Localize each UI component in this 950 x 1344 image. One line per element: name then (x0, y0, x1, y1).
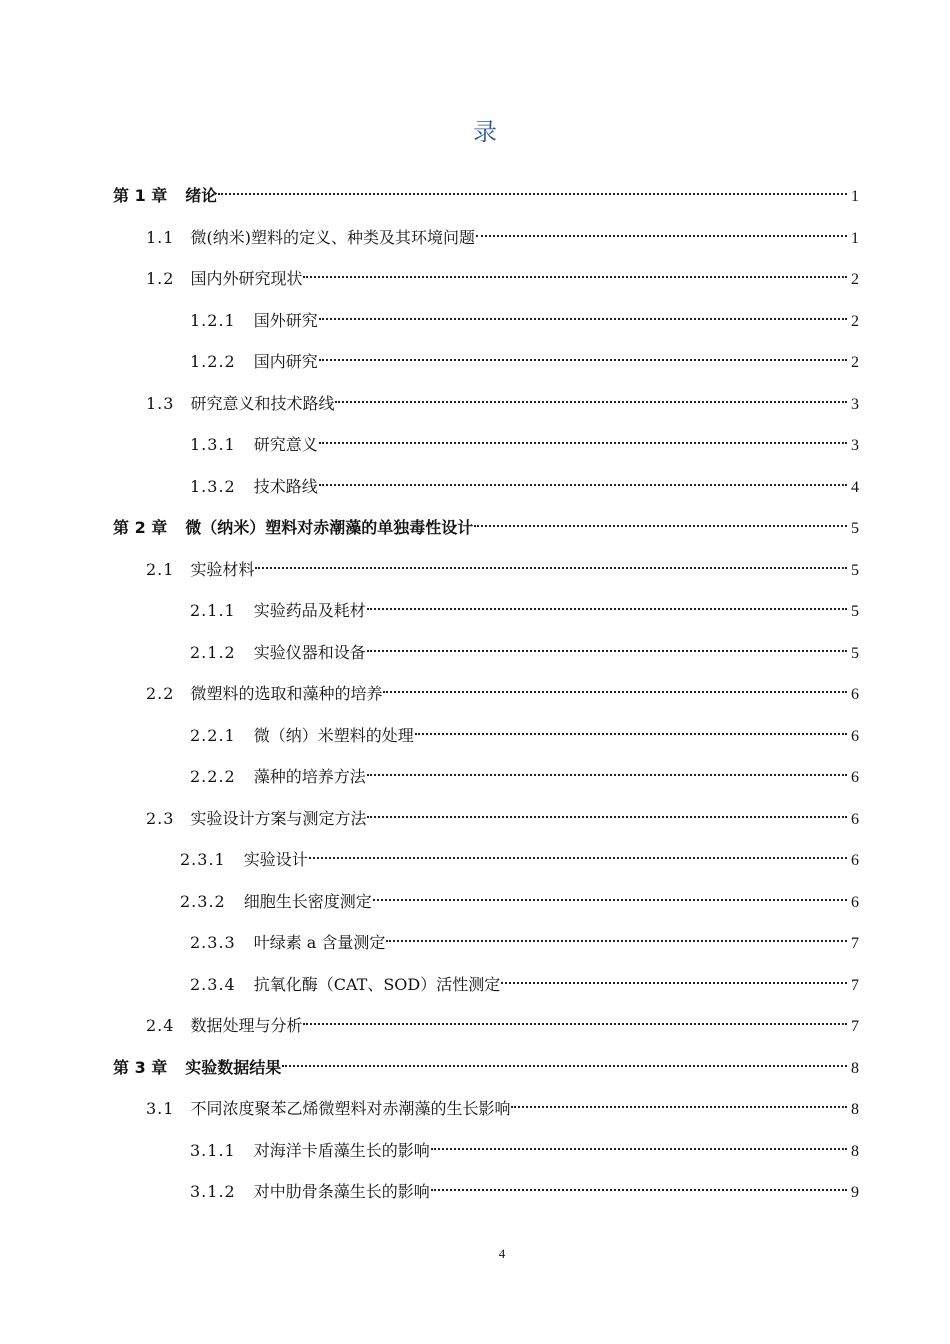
toc-entry[interactable] (113, 515, 859, 541)
toc-entry[interactable] (180, 889, 859, 915)
toc-entry-number: 2.2.1 (190, 726, 236, 745)
toc-entry-title: 绪论 (185, 186, 218, 205)
toc-entry-title: 对海洋卡盾藻生长的影响 (253, 1141, 430, 1160)
toc-entry-title: 研究意义 (253, 435, 318, 454)
toc-entry-page: 1 (851, 188, 859, 205)
toc-entry-title: 研究意义和技术路线 (190, 394, 335, 413)
page-number: 4 (498, 1246, 506, 1261)
toc-entry-number: 2.1 (146, 560, 175, 579)
toc-entry[interactable] (146, 1013, 859, 1039)
toc-entry[interactable] (146, 806, 859, 832)
toc-entry[interactable] (146, 557, 859, 583)
dot-leader (282, 1065, 847, 1067)
dot-leader (415, 733, 847, 735)
toc-entry-title: 微（纳米）塑料对赤潮藻的单独毒性设计 (185, 518, 474, 537)
toc-entry-number: 2.2.2 (190, 767, 236, 786)
toc-entry-title: 国内外研究现状 (190, 269, 303, 288)
toc-entry-title: 微塑料的选取和藻种的培养 (190, 684, 383, 703)
toc-entry[interactable] (190, 723, 859, 749)
dot-leader (319, 318, 847, 320)
toc-entry-title: 国内研究 (253, 352, 318, 371)
toc-entry-page: 3 (851, 437, 859, 454)
dot-leader (255, 567, 847, 569)
toc-entry-number: 2.2 (146, 684, 175, 703)
toc-entry-title: 叶绿素 a 含量测定 (253, 933, 386, 952)
toc-entry-page: 5 (851, 562, 859, 579)
toc-entry-page: 1 (851, 230, 859, 247)
toc-entry[interactable] (190, 1179, 859, 1205)
toc-entry-title: 数据处理与分析 (190, 1016, 303, 1035)
dot-leader (431, 1189, 847, 1191)
toc-entry-number: 1.2.1 (190, 311, 236, 330)
toc-entry[interactable] (180, 847, 859, 873)
toc-entry-page: 2 (851, 313, 859, 330)
toc-entry-page: 7 (851, 1018, 859, 1035)
toc-entry-page: 9 (851, 1184, 859, 1201)
toc-entry-number: 3.1.1 (190, 1141, 236, 1160)
toc-entry-number: 2.3.3 (190, 933, 236, 952)
toc-entry-number: 2.3 (146, 809, 175, 828)
toc-entry[interactable] (146, 1096, 859, 1122)
toc-entry-page: 7 (851, 935, 859, 952)
toc-entry-title: 对中肋骨条藻生长的影响 (253, 1182, 430, 1201)
dot-leader (303, 1023, 847, 1025)
toc-entry-title: 抗氧化酶（CAT、SOD）活性测定 (253, 975, 501, 994)
toc-entry-title: 技术路线 (253, 477, 318, 496)
toc-entry[interactable] (190, 308, 859, 334)
toc-entry-number: 1.2 (146, 269, 175, 288)
toc-entry-title: 实验设计方案与测定方法 (190, 809, 367, 828)
dot-leader (501, 982, 847, 984)
toc-entry-title: 微（纳）米塑料的处理 (253, 726, 414, 745)
dot-leader (367, 774, 847, 776)
toc-entry-title: 实验药品及耗材 (253, 601, 366, 620)
toc-entry[interactable] (190, 972, 859, 998)
toc-entry-number: 第 2 章 (113, 518, 168, 537)
dot-leader (367, 608, 847, 610)
toc-entry-title: 微(纳米)塑料的定义、种类及其环境问题 (190, 228, 475, 247)
toc-title: 录 (473, 118, 499, 146)
toc-entry-number: 第 1 章 (113, 186, 168, 205)
toc-entry-page: 6 (851, 852, 859, 869)
toc-entry-page: 3 (851, 396, 859, 413)
toc-entry[interactable] (190, 349, 859, 375)
toc-entry-number: 2.4 (146, 1016, 175, 1035)
toc-entry-page: 2 (851, 271, 859, 288)
toc-entry[interactable] (190, 1138, 859, 1164)
toc-entry-page: 6 (851, 811, 859, 828)
dot-leader (319, 359, 847, 361)
toc-entry-page: 2 (851, 354, 859, 371)
toc-entry[interactable] (190, 764, 859, 790)
toc-entry-page: 7 (851, 977, 859, 994)
toc-entry-number: 1.3.2 (190, 477, 236, 496)
toc-entry-number: 1.1 (146, 228, 175, 247)
toc-entry-page: 6 (851, 728, 859, 745)
toc-entry[interactable] (190, 432, 859, 458)
toc-entry-page: 5 (851, 603, 859, 620)
toc-entry-page: 6 (851, 769, 859, 786)
toc-entry-page: 5 (851, 520, 859, 537)
toc-entry-page: 8 (851, 1060, 859, 1077)
toc-entry[interactable] (146, 225, 859, 251)
dot-leader (218, 193, 847, 195)
dot-leader (383, 691, 847, 693)
toc-entry-title: 细胞生长密度测定 (243, 892, 372, 911)
toc-entry-number: 1.3 (146, 394, 175, 413)
toc-entry-title: 藻种的培养方法 (253, 767, 366, 786)
dot-leader (474, 525, 847, 527)
toc-entry-page: 6 (851, 686, 859, 703)
dot-leader (319, 442, 847, 444)
toc-entry[interactable] (113, 183, 859, 209)
toc-entry[interactable] (113, 1055, 859, 1081)
toc-entry-page: 8 (851, 1143, 859, 1160)
toc-entry-page: 6 (851, 894, 859, 911)
toc-entry-number: 3.1.2 (190, 1182, 236, 1201)
dot-leader (335, 401, 847, 403)
toc-entry[interactable] (190, 930, 859, 956)
toc-entry-number: 2.1.1 (190, 601, 236, 620)
dot-leader (367, 816, 847, 818)
toc-entry-number: 第 3 章 (113, 1058, 168, 1077)
dot-leader (431, 1148, 847, 1150)
toc-entry[interactable] (146, 266, 859, 292)
toc-entry-title: 不同浓度聚苯乙烯微塑料对赤潮藻的生长影响 (190, 1099, 511, 1118)
dot-leader (309, 857, 847, 859)
toc-entry[interactable] (190, 598, 859, 624)
toc-entry-title: 实验仪器和设备 (253, 643, 366, 662)
dot-leader (303, 276, 847, 278)
toc-entry-number: 3.1 (146, 1099, 175, 1118)
dot-leader (367, 650, 847, 652)
toc-entry-number: 2.3.1 (180, 850, 226, 869)
toc-entry-number: 1.3.1 (190, 435, 236, 454)
toc-entry-number: 2.1.2 (190, 643, 236, 662)
toc-entry-title: 实验设计 (243, 850, 308, 869)
toc-entry-number: 1.2.2 (190, 352, 236, 371)
toc-entry-title: 国外研究 (253, 311, 318, 330)
toc-entry[interactable] (190, 640, 859, 666)
toc-entry[interactable] (190, 474, 859, 500)
dot-leader (373, 899, 847, 901)
toc-entry-title: 实验数据结果 (185, 1058, 282, 1077)
dot-leader (386, 940, 847, 942)
toc-entry-title: 实验材料 (190, 560, 255, 579)
dot-leader (319, 484, 847, 486)
toc-entry[interactable] (146, 391, 859, 417)
toc-entry-number: 2.3.4 (190, 975, 236, 994)
toc-entry[interactable] (146, 681, 859, 707)
dot-leader (476, 235, 847, 237)
toc-entry-page: 8 (851, 1101, 859, 1118)
toc-entry-page: 4 (851, 479, 859, 496)
toc-entry-page: 5 (851, 645, 859, 662)
dot-leader (511, 1106, 847, 1108)
toc-entry-number: 2.3.2 (180, 892, 226, 911)
